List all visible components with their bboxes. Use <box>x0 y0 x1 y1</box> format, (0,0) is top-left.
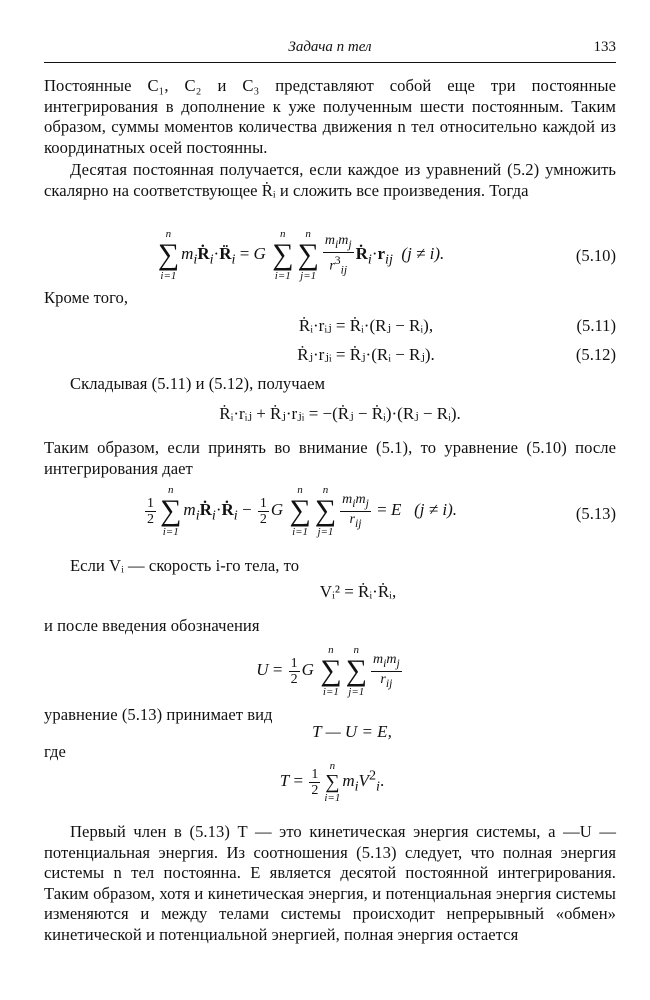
equation-5-12 <box>44 345 616 367</box>
equation-potential: U = $\frac{1}{2}$ G n ∑ i=1 n ∑ j=1 $\frac{m_im_j}{r_{ij}}$ <box>256 644 400 698</box>
equation-kinetic: T = $\frac{1}{2}$ n ∑ i=1 $m_iV^2_i$. <box>279 760 385 804</box>
paragraph-equation-form: уравнение (5.13) принимает вид <box>44 705 273 724</box>
equation-sum-text: Ṙᵢ·rᵢⱼ + Ṙⱼ·rⱼᵢ = −(Ṙⱼ − Ṙᵢ)·(Rⱼ − Rᵢ). <box>219 404 461 423</box>
equation-5-13: $\frac{1}{2}$ n ∑ i=1 $m_iṘ_i\cdot Ṙ_i$ − $\frac{1}{2}$ G n ∑ i=1 n ∑ j=1 $\frac{m_im_j}{r_{ij}}$ = E (j ≠ i). (5.13) <box>147 484 616 538</box>
equation-energy <box>44 722 616 744</box>
equation-number-5-12: (5.12) <box>575 345 616 364</box>
page-number: 133 <box>593 39 616 55</box>
running-title: Задача n тел <box>288 39 372 55</box>
paragraph-energy-conservation: Первый член в (5.13) T — это кинетическая энергия системы, а —U — потенциальная энергия. Из соотношения (5.13) следует, что полная энергия системы n тел постоянна. E является десятой постоянной интегрирования. Таким образом, хотя и кинетическая энергия, и потенциальная энергия системы изменяются и между телами системы происходит непрерывный «обмен» кинетической и потенциальной энергией, полная энергия остается <box>44 822 616 944</box>
paragraph-integration: Таким образом, если принять во внимание (5.1), то уравнение (5.10) после интегрирования дает <box>44 438 616 478</box>
paragraph-velocity: Если Vᵢ — скорость i-го тела, то <box>70 556 300 575</box>
paragraph-moreover: Кроме того, <box>44 288 129 307</box>
running-header <box>44 38 616 63</box>
equation-5-11 <box>44 316 616 338</box>
equation-number-5-13: (5.13) <box>575 504 616 523</box>
equation-5-10: n ∑ i=1 $m_iṘ_i\cdot R̈_i = G$ n ∑ i=1 n ∑ j=1 $\frac{m_im_j}{r^3_{ij}}$ $Ṙ_i\cdot r_{ij}$ (j ≠ i). (5.10) <box>157 228 616 282</box>
equation-velocity <box>44 582 616 604</box>
equation-number-5-10: (5.10) <box>575 246 616 265</box>
paragraph-adding: Складывая (5.11) и (5.12), получаем <box>70 374 326 393</box>
eq513-condition: (j ≠ i). <box>414 499 457 519</box>
equation-energy-text: T — U = E, <box>312 722 392 741</box>
equation-velocity-text: Vᵢ² = Ṙᵢ·Ṙᵢ, <box>319 582 397 601</box>
paragraph-where: где <box>44 742 66 761</box>
paragraph-notation: и после введения обозначения <box>44 616 260 635</box>
equation-5-12-text: Ṙⱼ·rⱼᵢ = Ṙⱼ·(Rᵢ − Rⱼ). <box>297 345 435 364</box>
equation-number-5-11: (5.11) <box>576 316 616 335</box>
paragraph-constants: Постоянные C₁, C₂ и C₃ представляют собой еще три постоянные интегрирования в дополнение к уже полученным шести постоянным. Таким образом, суммы моментов количества движения n тел относительно каждой из координатных осей постоянны. <box>44 76 616 157</box>
paragraph-tenth-constant: Десятая постоянная получается, если каждое из уравнений (5.2) умножить скалярно на соответствующее Ṙᵢ и сложить все произведения. Тогда <box>44 160 616 200</box>
eq510-condition: (j ≠ i). <box>401 243 445 263</box>
equation-5-11-text: Ṙᵢ·rᵢⱼ = Ṙᵢ·(Rⱼ − Rᵢ), <box>298 316 434 335</box>
equation-sum-5-11-5-12 <box>44 404 616 426</box>
